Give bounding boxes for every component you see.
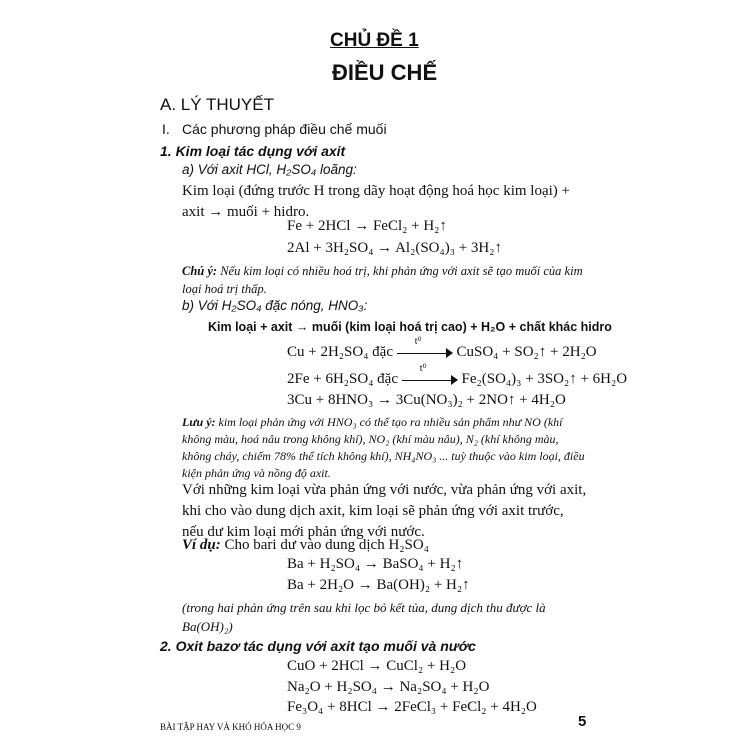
page-title: ĐIỀU CHẾ	[332, 60, 438, 85]
example-line	[182, 535, 587, 556]
paragraph-metal-water: Với những kim loại vừa phản ứng với nước, vừa phản ứng với axit, khi cho vào dung dịch axit, kim loại sẽ phản ứng với axit trước, nếu dư kim loại mới phản ứng với nước.	[182, 482, 587, 540]
heat-arrow-label: t⁰	[419, 362, 427, 374]
equation-na2o-h2so4: Na₂O + H₂SO₄ → Na₂SO₄ + H₂O	[287, 679, 490, 695]
equation-cu-h2so4-right: CuSO₄ + SO₂↑ + 2H₂O	[456, 344, 597, 360]
equation-cuo-hcl: CuO + 2HCl → CuCl₂ + H₂O	[287, 658, 467, 674]
section-i-title: Các phương pháp điều chế muối	[182, 121, 387, 137]
page-number: 5	[578, 713, 587, 730]
equation-fe-h2so4-left: 2Fe + 6H₂SO₄ đặc	[287, 371, 398, 387]
section-i-number: I.	[162, 121, 170, 137]
heat-arrow	[397, 335, 453, 358]
rule-kim-loai-axit: Kim loại + axit → muối (kim loại hoá trị cao) + H₂O + chất khác hidro	[208, 320, 612, 334]
note-chu-y-text: Nếu kim loại có nhiều hoá trị, khi phản ứng với axit sẽ tạo muối của kim loại hoá trị thấp.	[182, 264, 583, 296]
equation-fe-h2so4-right: Fe₂(SO₄)₃ + 3SO₂↑ + 6H₂O	[461, 371, 628, 387]
equation-fe-h2so4	[287, 362, 628, 388]
example-text: Cho bari dư vào dung dịch H₂SO₄	[224, 537, 429, 553]
example-note: (trong hai phản ứng trên sau khi lọc bỏ kết tủa, dung dịch thu được là Ba(OH)₂)	[182, 600, 546, 634]
heat-arrow-label: t⁰	[414, 335, 422, 347]
note-chu-y-label: Chú ý:	[182, 264, 218, 278]
equation-ba-h2so4: Ba + H₂SO₄ → BaSO₄ + H₂↑	[287, 556, 464, 572]
equation-fe-hcl: Fe + 2HCl → FeCl₂ + H₂↑	[287, 218, 447, 234]
equation-al-h2so4: 2Al + 3H₂SO₄ → Al₂(SO₄)₃ + 3H₂↑	[287, 240, 502, 256]
equation-cu-h2so4	[287, 335, 597, 361]
subsection-1-title: 1. Kim loại tác dụng với axit	[160, 143, 346, 159]
heat-arrow	[402, 362, 458, 385]
equation-ba-h2o: Ba + 2H₂O → Ba(OH)₂ + H₂↑	[287, 577, 470, 593]
note-chu-y	[182, 262, 587, 298]
example-label: Ví dụ:	[182, 537, 221, 553]
subsection-2-title: 2. Oxit bazơ tác dụng với axit tạo muối và nước	[160, 638, 476, 654]
topic-heading: CHỦ ĐỀ 1	[330, 30, 419, 51]
equation-cu-h2so4-left: Cu + 2H₂SO₄ đặc	[287, 344, 393, 360]
note-luu-y-label: Lưu ý:	[182, 415, 216, 429]
subsection-1a-title: a) Với axit HCl, H₂SO₄ loãng:	[182, 162, 357, 177]
section-a-heading: A. LÝ THUYẾT	[160, 95, 274, 114]
subsection-1a-desc: Kim loại (đứng trước H trong dãy hoạt động hoá học kim loại) + axit → muối + hidro.	[182, 183, 570, 220]
footer-book-title: BÀI TẬP HAY VÀ KHÓ HÓA HỌC 9	[160, 722, 301, 732]
subsection-1b-title: b) Với H₂SO₄ đặc nóng, HNO₃:	[182, 298, 368, 313]
equation-fe3o4-hcl: Fe₃O₄ + 8HCl → 2FeCl₃ + FeCl₂ + 4H₂O	[287, 699, 537, 715]
note-luu-y-text: kim loại phản ứng với HNO₃ có thể tạo ra nhiều sản phẩm như NO (khí không màu, hoá nâu trong không khí), NO₂ (khí màu nâu), N₂ (khí không màu, không cháy, chiếm 78% thể tích không khí), NH₄NO₃ ... tuỳ thuộc vào kim loại, điều kiện phản ứng và nồng độ axit.	[182, 415, 585, 480]
equation-cu-hno3: 3Cu + 8HNO₃ → 3Cu(NO₃)₂ + 2NO↑ + 4H₂O	[287, 392, 566, 408]
note-luu-y	[182, 414, 587, 482]
